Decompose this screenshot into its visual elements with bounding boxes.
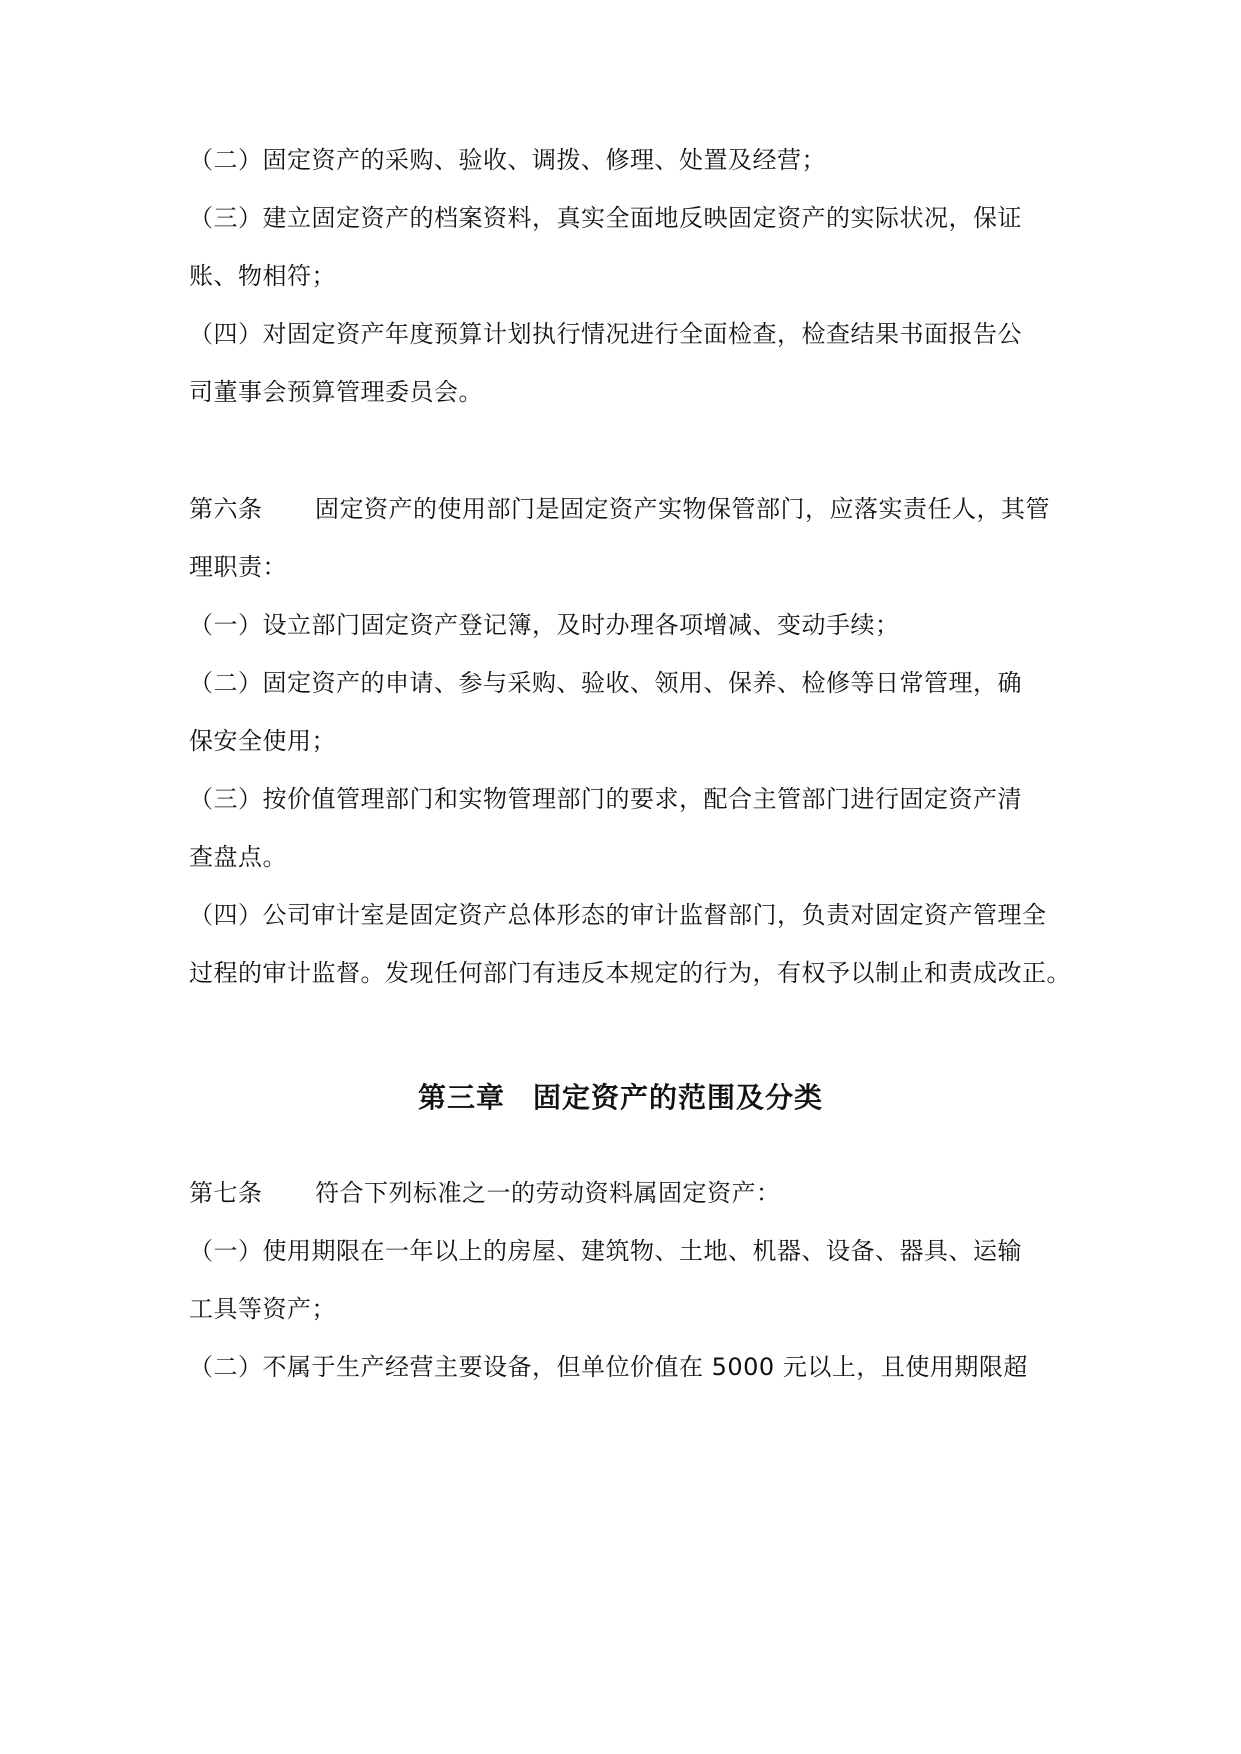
chapter-number: 第三章 bbox=[417, 1081, 505, 1114]
paragraph-line: 过程的审计监督。发现任何部门有违反本规定的行为，有权予以制止和责成改正。 bbox=[189, 959, 1071, 987]
paragraph-line: （二）不属于生产经营主要设备，但单位价值在 5000 元以上，且使用期限超 bbox=[189, 1353, 1028, 1381]
paragraph-line: （一）使用期限在一年以上的房屋、建筑物、土地、机器、设备、器具、运输 bbox=[189, 1237, 1022, 1265]
article-6-label: 第六条 bbox=[189, 495, 263, 523]
article-7-text: 符合下列标准之一的劳动资料属固定资产： bbox=[315, 1179, 781, 1207]
paragraph-line: （四）公司审计室是固定资产总体形态的审计监督部门，负责对固定资产管理全 bbox=[189, 901, 1047, 929]
article-7-line bbox=[189, 1177, 1069, 1209]
paragraph-line: （二）固定资产的申请、参与采购、验收、领用、保养、检修等日常管理，确 bbox=[189, 669, 1022, 697]
paragraph-line: 工具等资产； bbox=[189, 1295, 336, 1323]
paragraph-line: 理职责： bbox=[189, 553, 287, 581]
chapter-title: 固定资产的范围及分类 bbox=[533, 1081, 824, 1114]
paragraph-line: （三）建立固定资产的档案资料，真实全面地反映固定资产的实际状况，保证 bbox=[189, 204, 1022, 232]
article-6-line bbox=[189, 493, 1069, 525]
paragraph-line: 保安全使用； bbox=[189, 727, 336, 755]
paragraph-line: （四）对固定资产年度预算计划执行情况进行全面检查，检查结果书面报告公 bbox=[189, 320, 1022, 348]
article-7-label: 第七条 bbox=[189, 1179, 263, 1207]
article-6-text: 固定资产的使用部门是固定资产实物保管部门，应落实责任人，其管 bbox=[315, 495, 1050, 523]
paragraph-line: （二）固定资产的采购、验收、调拨、修理、处置及经营； bbox=[189, 146, 826, 174]
paragraph-line: （一）设立部门固定资产登记簿，及时办理各项增减、变动手续； bbox=[189, 611, 900, 639]
paragraph-line: 账、物相符； bbox=[189, 262, 336, 290]
paragraph-line: 司董事会预算管理委员会。 bbox=[189, 378, 483, 406]
chapter-heading bbox=[0, 1080, 1241, 1116]
paragraph-line: （三）按价值管理部门和实物管理部门的要求，配合主管部门进行固定资产清 bbox=[189, 785, 1022, 813]
paragraph-line: 查盘点。 bbox=[189, 843, 287, 871]
